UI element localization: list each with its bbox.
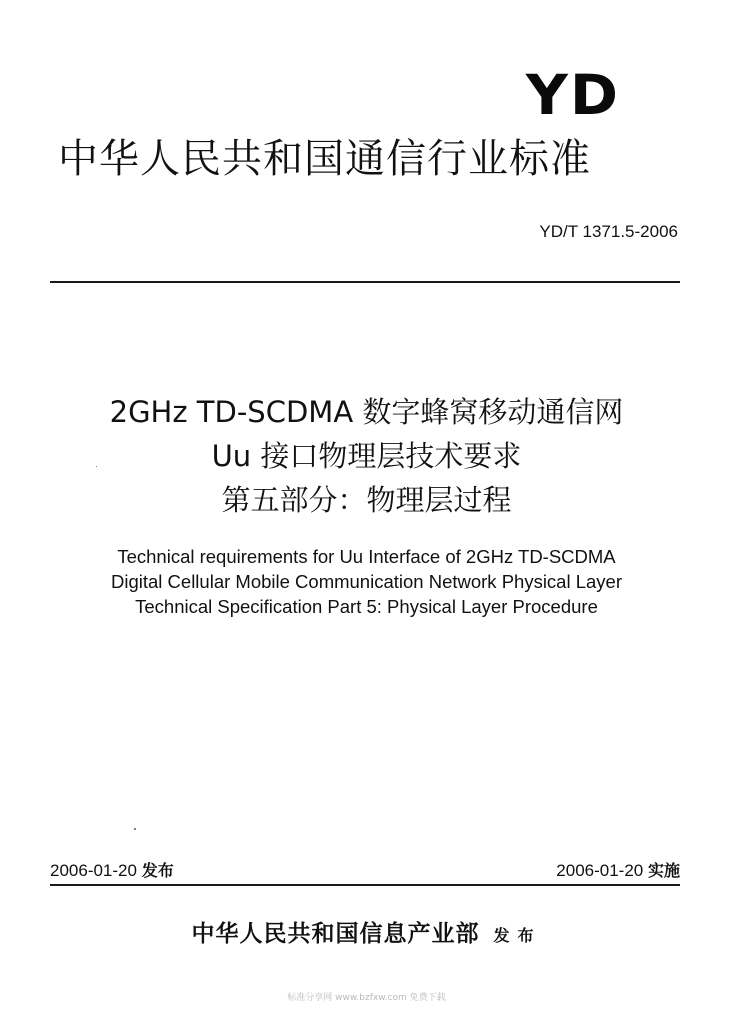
effective-date: 2006-01-20: [556, 861, 644, 880]
effective-label: 实施: [647, 861, 680, 880]
english-title: [40, 544, 693, 619]
yd-logo: YD: [525, 62, 620, 128]
english-title-line-3: Technical Specification Part 5: Physical Layer Procedure: [135, 596, 598, 617]
issue-date-block: [50, 860, 174, 882]
publisher-line: [0, 915, 733, 948]
chinese-title-line-3: 第五部分：物理层过程: [221, 483, 512, 517]
issue-label: 发布: [141, 861, 174, 880]
scan-speck: [134, 828, 136, 830]
english-title-line-2: Digital Cellular Mobile Communication Network Physical Layer: [111, 571, 622, 592]
bottom-divider: [50, 884, 680, 886]
standard-code: YD/T 1371.5-2006: [539, 222, 678, 241]
chinese-title-line-2: Uu 接口物理层技术要求: [211, 439, 522, 473]
issue-date: 2006-01-20: [50, 861, 137, 880]
scan-speck: [96, 466, 97, 467]
top-divider: [50, 281, 680, 283]
watermark: 标准分享网 www.bzfxw.com 免费下载: [287, 993, 446, 1003]
standard-category-title: 中华人民共和国通信行业标准: [58, 136, 591, 182]
effective-date-block: [556, 860, 680, 882]
english-title-line-1: Technical requirements for Uu Interface of 2GHz TD-SCDMA: [117, 546, 616, 567]
chinese-title-line-1: 2GHz TD-SCDMA 数字蜂窝移动通信网: [109, 395, 624, 429]
publisher-org: 中华人民共和国信息产业部: [191, 920, 480, 947]
publisher-action: 发布: [493, 926, 542, 945]
chinese-title: [40, 390, 693, 522]
